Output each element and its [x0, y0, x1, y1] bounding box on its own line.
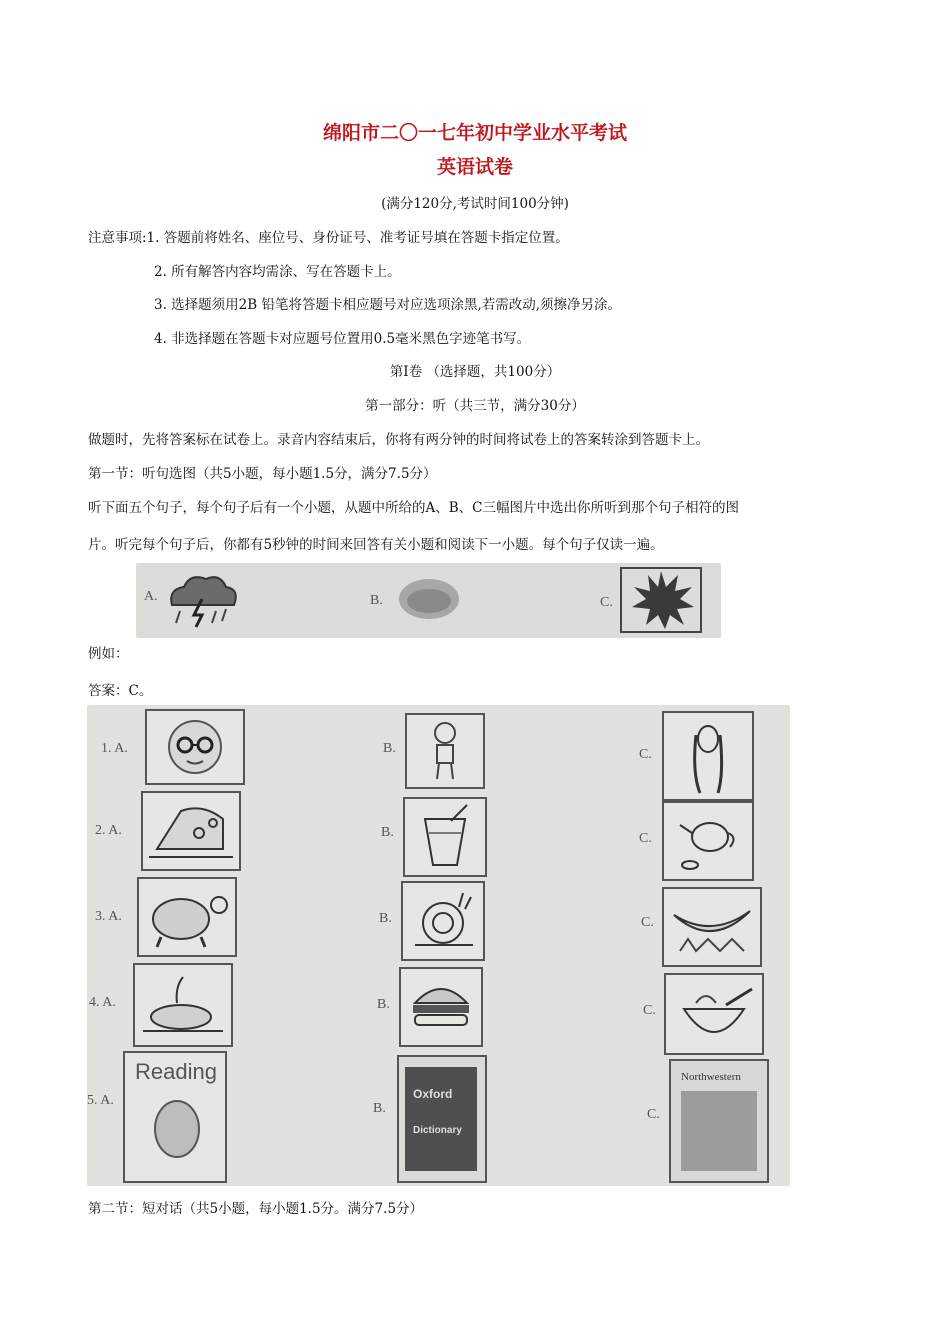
row-3-label-c: C.	[641, 915, 654, 930]
banana-image	[662, 887, 762, 967]
juice-image	[403, 797, 487, 877]
row-1-label-c: C.	[639, 747, 652, 762]
storm-cloud-icon	[162, 569, 242, 631]
textbook-title: Northwestern	[681, 1071, 741, 1083]
example-label-b: B.	[370, 593, 383, 608]
turtle-image	[137, 877, 237, 957]
example-label-c: C.	[600, 595, 613, 610]
glasses-face-icon	[147, 711, 243, 783]
volume-heading: 第Ⅰ卷 （选择题，共100分）	[389, 364, 561, 380]
example-prefix: 例如：	[88, 646, 129, 662]
example-answer: 答案：C。	[88, 683, 153, 699]
row-4-label-b: B.	[377, 997, 390, 1012]
chicken-image	[133, 963, 233, 1047]
hamburger-image	[399, 967, 483, 1047]
teapot-icon	[664, 803, 752, 879]
row-2-label-c: C.	[639, 831, 652, 846]
section1-heading: 第一节：听句选图（共5小题，每小题1.5分，满分7.5分）	[88, 466, 437, 482]
note-1: 注意事项:1. 答题前将姓名、座位号、身份证号、准考证号填在答题卡指定位置。	[88, 230, 569, 246]
score-info: (满分120分,考试时间100分钟)	[381, 196, 569, 212]
question-images	[87, 705, 790, 1186]
roast-chicken-icon	[135, 965, 231, 1045]
glasses-girl-image	[145, 709, 245, 785]
magazine-image	[123, 1051, 227, 1183]
cartoon-girl-icon	[407, 715, 483, 787]
part1-heading: 第一部分：听（共三节，满分30分）	[365, 398, 585, 414]
cheese-image	[141, 791, 241, 871]
textbook-image	[669, 1059, 769, 1183]
dictionary-title-1: Oxford	[413, 1087, 453, 1101]
row-5-label-a: 5. A.	[87, 1093, 114, 1108]
sun-icon	[620, 567, 702, 633]
textbook-cover	[681, 1091, 757, 1171]
row-4-label-c: C.	[643, 1003, 656, 1018]
drink-glass-icon	[405, 799, 485, 875]
cloudy-icon	[391, 569, 467, 631]
example-image	[136, 563, 721, 638]
cheese-icon	[143, 793, 239, 869]
exam-subtitle: 英语试卷	[436, 156, 513, 178]
row-1-label-b: B.	[383, 741, 396, 756]
row-5-label-c: C.	[647, 1107, 660, 1122]
row-4-label-a: 4. A.	[89, 995, 116, 1010]
row-3-label-b: B.	[379, 911, 392, 926]
exam-title: 绵阳市二〇一七年初中学业水平考试	[322, 122, 627, 144]
snail-image	[401, 881, 485, 961]
soup-image	[664, 973, 764, 1055]
magazine-title: Reading	[135, 1059, 217, 1084]
woman-image	[662, 711, 754, 801]
snail-icon	[403, 883, 483, 959]
section1-desc-2: 片。听完每个句子后，你都有5秒钟的时间来回答有关小题和阅读下一小题。每个句子仅读一遍。	[88, 537, 664, 553]
teapot-image	[662, 801, 754, 881]
note-3: 3. 选择题须用2B 铅笔将答题卡相应题号对应选项涂黑,若需改动,须擦净另涂。	[154, 297, 622, 313]
dictionary-image	[397, 1055, 487, 1183]
row-5-label-b: B.	[373, 1101, 386, 1116]
example-label-a: A.	[144, 589, 158, 604]
row-2-label-b: B.	[381, 825, 394, 840]
magazine-cover-face-icon	[125, 1083, 225, 1179]
note-2: 2. 所有解答内容均需涂、写在答题卡上。	[154, 264, 401, 280]
row-1-label-a: 1. A.	[101, 741, 128, 756]
section2-heading: 第二节：短对话（共5小题，每小题1.5分。满分7.5分）	[88, 1201, 424, 1217]
soup-bowl-icon	[666, 975, 762, 1053]
long-hair-woman-icon	[664, 713, 752, 799]
row-2-label-a: 2. A.	[95, 823, 122, 838]
banana-icon	[664, 889, 760, 965]
row-3-label-a: 3. A.	[95, 909, 122, 924]
section1-desc-1: 听下面五个句子，每个句子后有一个小题，从题中所给的A、B、C三幅图片中选出你所听到那个句子相符的图	[88, 500, 739, 516]
little-girl-image	[405, 713, 485, 789]
hamburger-icon	[401, 969, 481, 1045]
turtle-icon	[139, 879, 235, 955]
note-4: 4. 非选择题在答题卡对应题号位置用0.5毫米黑色字迹笔书写。	[154, 331, 531, 347]
dictionary-title-2: Dictionary	[413, 1125, 462, 1136]
instruction: 做题时，先将答案标在试卷上。录音内容结束后，你将有两分钟的时间将试卷上的答案转涂到答题卡上。	[88, 432, 709, 448]
